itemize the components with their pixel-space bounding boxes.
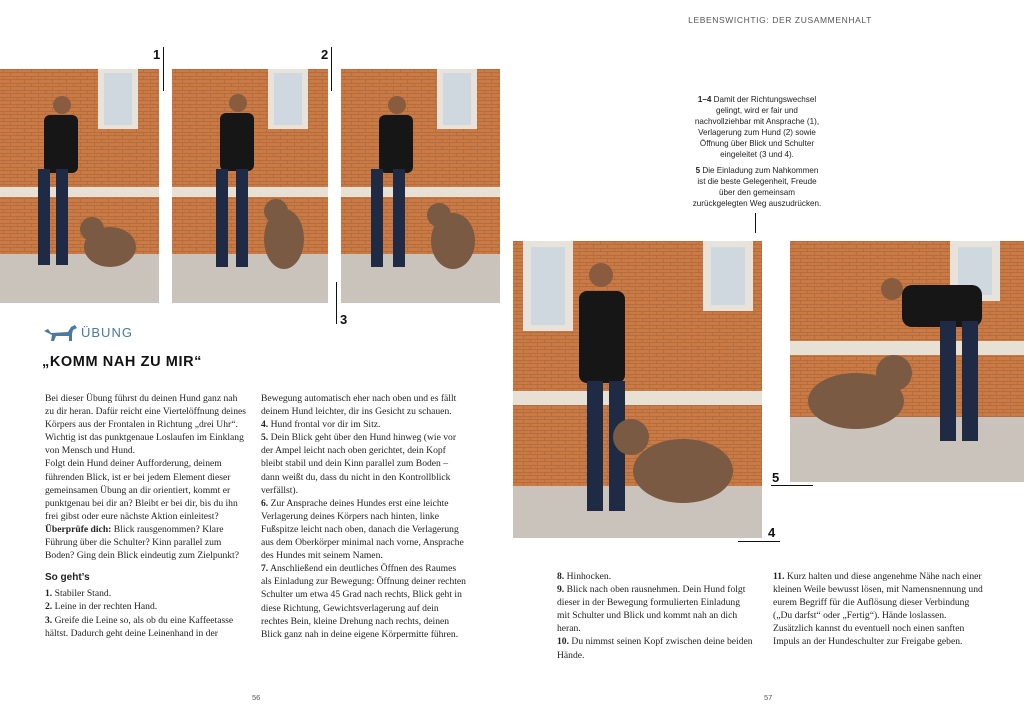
step-text: Leine in der rechten Hand.: [54, 601, 158, 613]
step-item: [557, 635, 754, 661]
step-item: [557, 570, 754, 583]
photo-caption: [692, 94, 822, 214]
step-number: 8.: [557, 571, 565, 582]
page-number-right: 57: [764, 693, 773, 702]
text-column-4: [773, 570, 983, 649]
step-item: [45, 587, 248, 600]
follow-paragraph: Folgt dein Hund deiner Aufforderung, deinem führenden Blick, ist er bei jedem Element dieser gemeinsamen Übung an dir orientiert, kommt er punktgenau bei dir an? Bleibt er bei dir, bis du ihn frei gibst oder eure nächste Aktion einleitest?: [45, 458, 238, 522]
dog-icon: [42, 321, 78, 343]
uebung-label: ÜBUNG: [81, 324, 133, 340]
step-item: [45, 600, 248, 613]
step-item: [261, 431, 468, 496]
check-label: Überprüfe dich:: [45, 523, 112, 535]
check-text: Blick rausgenommen? Klare Führung über die Schulter? Kinn parallel zum Boden? Ging dein Blick eindeutig zum Zielpunkt?: [45, 523, 239, 562]
marker-2: 2: [321, 47, 329, 62]
caption-rule: [755, 213, 756, 233]
photo-step-2: [172, 69, 328, 303]
photo-step-4: [513, 241, 762, 538]
caption-num-5: 5: [695, 166, 701, 175]
step-text: Hund frontal vor dir im Sitz.: [270, 419, 381, 431]
step-number: 11.: [773, 571, 785, 582]
step-number: 6.: [261, 497, 269, 509]
running-head: LEBENSWICHTIG: DER ZUSAMMENHALT: [688, 15, 872, 25]
step-item: [557, 583, 754, 635]
page-number-left: 56: [252, 693, 261, 702]
text-column-1: [45, 392, 248, 640]
marker-5-line: [771, 485, 813, 486]
step-number: 9.: [557, 584, 565, 596]
steps-list-4: [773, 570, 983, 649]
caption-num-1-4: 1–4: [697, 95, 712, 104]
step-number: 3.: [45, 614, 53, 626]
marker-3-line: [336, 282, 337, 324]
step-number: 5.: [261, 432, 269, 444]
marker-5: 5: [772, 470, 780, 485]
step-number: 2.: [45, 601, 53, 613]
marker-1-line: [163, 47, 164, 91]
steps-list-2: [261, 418, 468, 641]
step-item: [773, 570, 983, 649]
step-number: 7.: [261, 563, 269, 575]
step-item: [45, 614, 248, 640]
uebung-header: [42, 321, 133, 343]
step-text: Kurz halten und diese angenehme Nähe nach einer kleinen Weile bewusst lösen, mit Namensnennung und eurem Begriff für die Auflösung dieser Verbindung („Du darfst“ oder „Fertig“). Hände loslassen. Zusätzlich kannst du eventuell noch einen sanften Impuls an der Hundeschulter zur Freigabe geben.: [773, 571, 983, 648]
caption-text-1: Damit der Richtungswechsel gelingt, wird er fair und nachvollziehbar mit Ansprache (1), Verlagerung zum Hund (2) sowie Öffnung über Blick und Schulter eingeleitet (3 und 4).: [694, 95, 820, 159]
step-text: Anschließend ein deutliches Öffnen des Raumes als Einladung zur Bewegung: Öffnung deiner rechten Schulter um etwa 45 Grad nach rechts, Blick geht in diese Richtung, Gewichtsverlagerung auf dein rechtes Bein, kleine Drehung nach rechts, deinen Blick ganz nah in deine eigene Körpermitte führen.: [261, 563, 466, 640]
text-column-2: [261, 392, 468, 641]
intro-paragraph: Bei dieser Übung führst du deinen Hund ganz nah zu dir heran. Dafür reicht eine Viertelöffnung deines Körpers aus der Frontalen in Richtung „drei Uhr“. Wichtig ist das punktgenaue Loslaufen im Einklang von Mensch und Hund.: [45, 393, 246, 457]
so-gehts-heading: So geht’s: [45, 572, 90, 584]
steps-list-3: [557, 570, 754, 662]
marker-3: 3: [340, 312, 348, 327]
photo-step-5: [790, 241, 1024, 482]
step-text: Du nimmst seinen Kopf zwischen deine beiden Hände.: [557, 636, 753, 661]
steps-list-1: [45, 587, 248, 639]
check-paragraph: [45, 523, 248, 562]
photo-step-3: [341, 69, 500, 303]
marker-1: 1: [153, 47, 161, 62]
photo-step-1: [0, 69, 159, 303]
marker-4: 4: [768, 525, 776, 540]
marker-2-line: [331, 47, 332, 91]
marker-4-line: [738, 541, 780, 542]
text-column-3: [557, 570, 754, 662]
step-number: 4.: [261, 419, 269, 431]
step-item: [261, 418, 468, 431]
step-text: Zur Ansprache deines Hundes erst eine leichte Verlagerung deines Körpers nach hinten, linke Fußspitze leicht nach oben, danach die Verlagerung aus dem Oberkörper minimal nach vorne, Ansprache des Hundes mit seinem Namen.: [261, 497, 464, 562]
continuation-paragraph: Bewegung automatisch eher nach oben und es fällt deinem Hund leichter, dir ins Gesicht zu schauen.: [261, 393, 457, 418]
step-number: 1.: [45, 588, 53, 600]
step-item: [261, 497, 468, 562]
step-text: Blick nach oben rausnehmen. Dein Hund folgt dieser in der Bewegung formulierten Einladung mit Schulter und Blick und kommt nah an dich heran.: [557, 584, 746, 635]
exercise-title: „KOMM NAH ZU MIR“: [42, 354, 203, 370]
step-text: Stabiler Stand.: [54, 588, 112, 600]
step-text: Dein Blick geht über den Hund hinweg (wie vor der Ampel leicht nach oben gerichtet, dein Kopf bleibt stabil und dein Kinn parallel zum Boden – dann weißt du, dass du nicht in den Kontrollblick verfällst).: [261, 432, 457, 496]
step-text: Greife die Leine so, als ob du eine Kaffeetasse hältst. Dadurch geht deine Leinenhand in der: [45, 614, 234, 639]
step-number: 10.: [557, 636, 569, 648]
step-item: [261, 562, 468, 641]
step-text: Hinhocken.: [566, 571, 612, 582]
caption-text-2: Die Einladung zum Nahkommen ist die beste Gelegenheit, Freude über den gemeinsam zurückgelegten Weg auszudrücken.: [692, 166, 822, 208]
